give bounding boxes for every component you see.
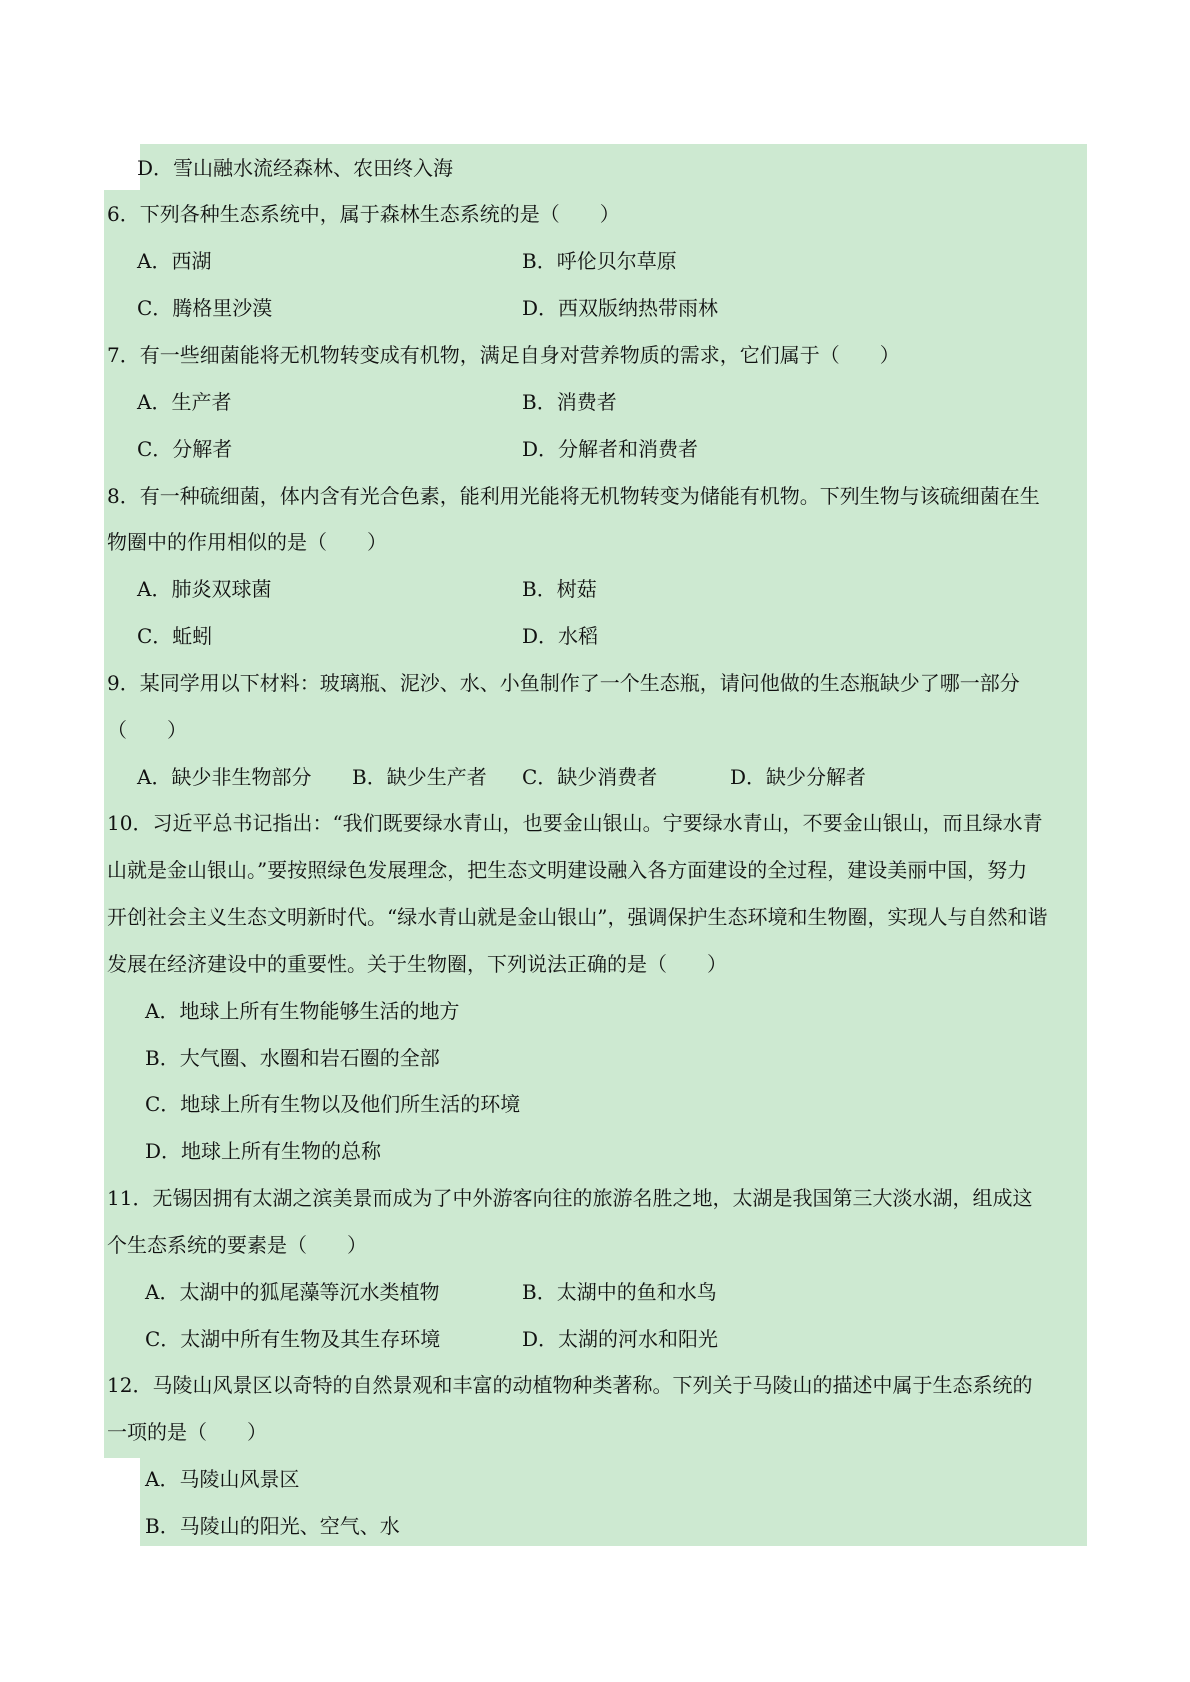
q10-stem-line1: 10．习近平总书记指出：“我们既要绿水青山，也要金山银山。宁要绿水青山，不要金山银山，而且绿水青	[107, 811, 1043, 835]
q7-stem: 7．有一些细菌能将无机物转变成有机物，满足自身对营养物质的需求，它们属于（ ）	[107, 343, 900, 367]
q6-option-c: C．腾格里沙漠	[137, 296, 273, 320]
q7-option-b: B．消费者	[522, 390, 617, 414]
q9-stem-line2: （ ）	[107, 718, 187, 742]
q12-option-a: A．马陵山风景区	[145, 1467, 300, 1491]
q10-stem-line4: 发展在经济建设中的重要性。关于生物圈，下列说法正确的是（ ）	[107, 952, 727, 976]
q11-stem-line1: 11．无锡因拥有太湖之滨美景而成为了中外游客向往的旅游名胜之地，太湖是我国第三大淡水湖，组成这	[107, 1186, 1033, 1210]
q5-option-d: D．雪山融水流经森林、农田终入海	[137, 156, 454, 180]
q6-stem: 6．下列各种生态系统中，属于森林生态系统的是（ ）	[107, 202, 620, 226]
q9-option-d: D．缺少分解者	[730, 765, 867, 789]
q10-option-a: A．地球上所有生物能够生活的地方	[145, 999, 460, 1023]
q6-option-d: D．西双版纳热带雨林	[522, 296, 719, 320]
q8-option-a: A．肺炎双球菌	[137, 577, 272, 601]
q7-option-c: C．分解者	[137, 437, 233, 461]
q10-option-c: C．地球上所有生物以及他们所生活的环境	[145, 1092, 521, 1116]
q11-stem-line2: 个生态系统的要素是（ ）	[107, 1233, 367, 1257]
q11-option-b: B．太湖中的鱼和水鸟	[522, 1280, 717, 1304]
q12-stem-line1: 12．马陵山风景区以奇特的自然景观和丰富的动植物种类著称。下列关于马陵山的描述中属于生态系统的	[107, 1373, 1033, 1397]
q8-stem-line2: 物圈中的作用相似的是（ ）	[107, 530, 387, 554]
q10-stem-line3: 开创社会主义生态文明新时代。“绿水青山就是金山银山”，强调保护生态环境和生物圈，实现人与自然和谐	[107, 905, 1048, 929]
q8-stem-line1: 8．有一种硫细菌，体内含有光合色素，能利用光能将无机物转变为储能有机物。下列生物与该硫细菌在生	[107, 484, 1040, 508]
q10-option-b: B．大气圈、水圈和岩石圈的全部	[145, 1046, 440, 1070]
q6-option-a: A．西湖	[137, 249, 212, 273]
q7-option-d: D．分解者和消费者	[522, 437, 699, 461]
q12-stem-line2: 一项的是（ ）	[107, 1420, 267, 1444]
q12-option-b: B．马陵山的阳光、空气、水	[145, 1514, 400, 1538]
q8-option-b: B．树菇	[522, 577, 597, 601]
q11-option-c: C．太湖中所有生物及其生存环境	[145, 1327, 441, 1351]
q9-option-a: A．缺少非生物部分	[137, 765, 312, 789]
q11-option-a: A．太湖中的狐尾藻等沉水类植物	[145, 1280, 440, 1304]
q8-option-d: D．水稻	[522, 624, 599, 648]
q9-option-b: B．缺少生产者	[352, 765, 487, 789]
q7-option-a: A．生产者	[137, 390, 232, 414]
q11-option-d: D．太湖的河水和阳光	[522, 1327, 719, 1351]
q10-stem-line2: 山就是金山银山。”要按照绿色发展理念，把生态文明建设融入各方面建设的全过程，建设美丽中国，努力	[107, 858, 1028, 882]
q6-option-b: B．呼伦贝尔草原	[522, 249, 677, 273]
q8-option-c: C．蚯蚓	[137, 624, 213, 648]
q10-option-d: D．地球上所有生物的总称	[145, 1139, 382, 1163]
q9-option-c: C．缺少消费者	[522, 765, 658, 789]
q9-stem-line1: 9．某同学用以下材料：玻璃瓶、泥沙、水、小鱼制作了一个生态瓶，请问他做的生态瓶缺少了哪一部分	[107, 671, 1020, 695]
